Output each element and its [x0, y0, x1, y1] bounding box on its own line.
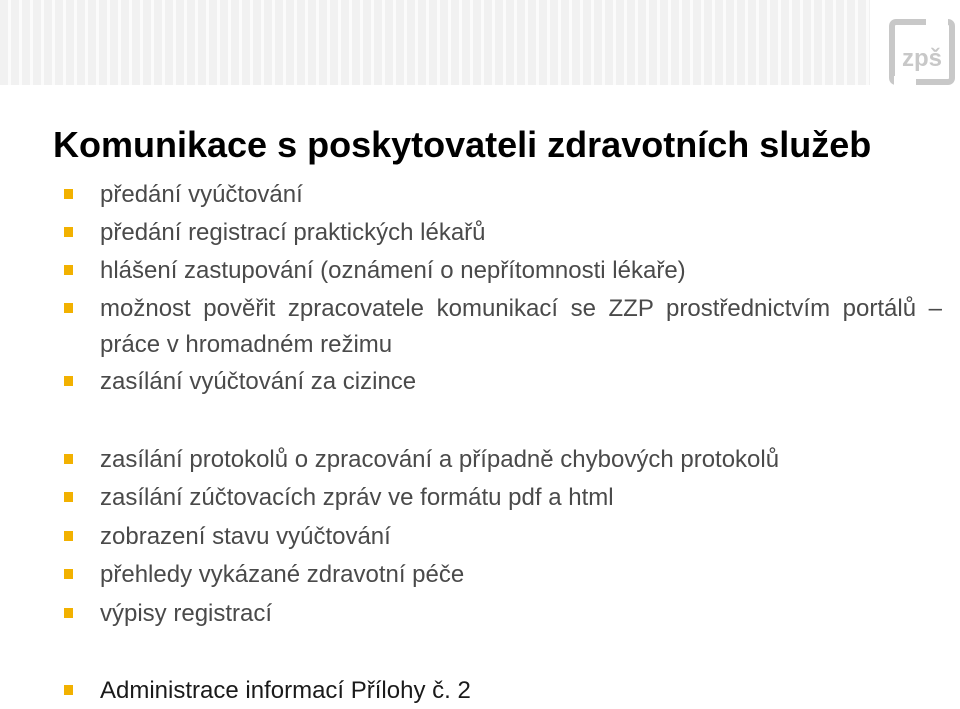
list-item-text: hlášení zastupování (oznámení o nepřítomnosti lékaře) — [100, 257, 686, 284]
list-item-text: zasílání vyúčtování za cizince — [100, 368, 417, 395]
list-item-text: předání vyúčtování — [100, 181, 303, 208]
bullet-marker — [64, 227, 73, 237]
bullet-marker — [64, 265, 73, 275]
zps-logo — [888, 14, 958, 90]
header-stripes — [0, 0, 870, 85]
bullet-marker — [64, 454, 73, 464]
bullet-marker — [64, 531, 73, 541]
bullet-marker — [64, 685, 73, 695]
bullet-marker — [64, 376, 73, 386]
bullet-marker — [64, 189, 73, 199]
list-item-text: Administrace informací Přílohy č. 2 — [100, 677, 471, 704]
list-item-text: zasílání zúčtovacích zpráv ve formátu pdf a html — [100, 484, 614, 511]
logo-text: zpš — [901, 45, 943, 72]
bullet-marker — [64, 492, 73, 502]
bullet-marker — [64, 608, 73, 618]
list-item-text: zobrazení stavu vyúčtování — [100, 523, 391, 550]
list-item-text: zasílání protokolů o zpracování a případně chybových protokolů — [100, 446, 780, 473]
list-item-text: předání registrací praktických lékařů — [100, 219, 486, 246]
page-title: Komunikace s poskytovateli zdravotních služeb — [53, 124, 872, 165]
zps-logo-icon — [888, 14, 958, 90]
bullet-marker — [64, 569, 73, 579]
list-item-text: možnost pověřit zpracovatele komunikací se ZZP prostřednictvím portálů – práce v hromadném režimu — [100, 295, 942, 358]
bullet-marker — [64, 303, 73, 313]
list-item-text: výpisy registrací — [100, 600, 273, 627]
list-item-text: přehledy vykázané zdravotní péče — [100, 561, 465, 588]
